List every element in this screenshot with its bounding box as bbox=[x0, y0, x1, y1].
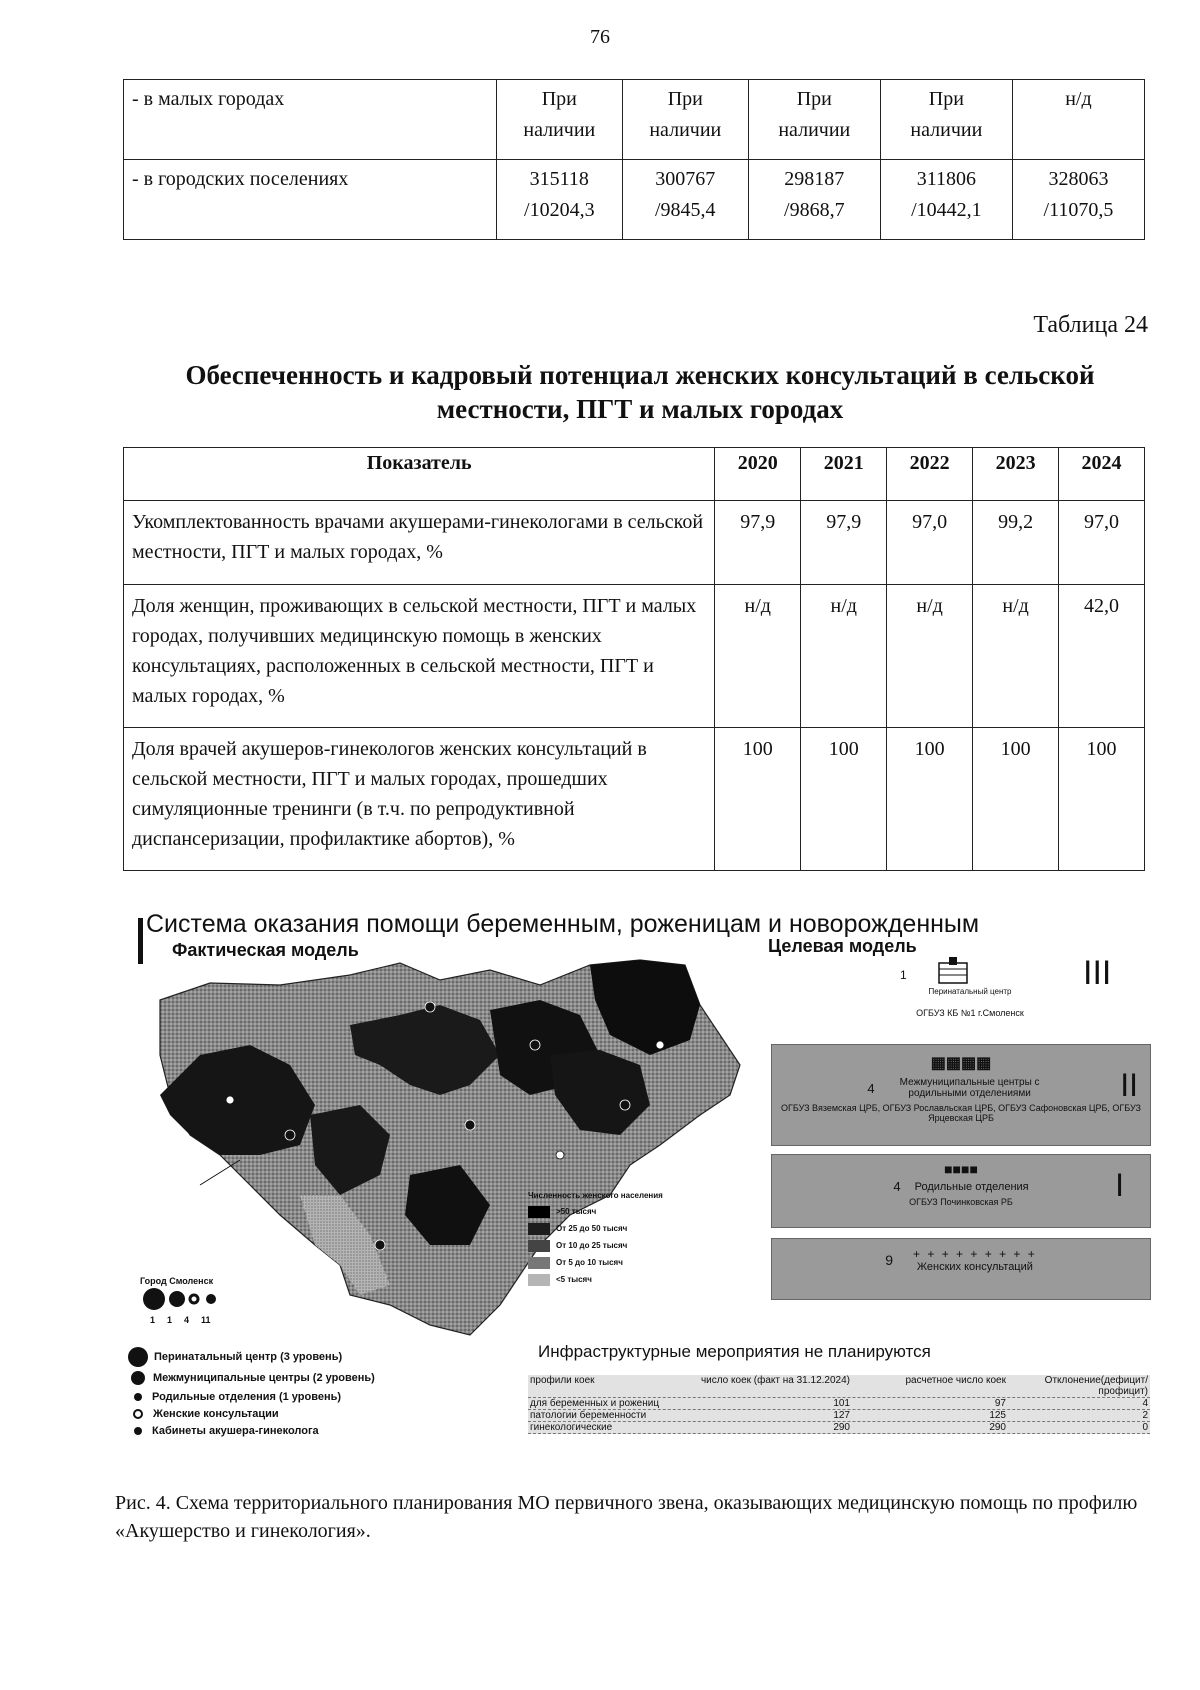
city-count: 1 bbox=[150, 1315, 156, 1325]
table-row bbox=[528, 1410, 1150, 1422]
cell: 97,0 bbox=[1059, 501, 1145, 585]
legend-swatch bbox=[528, 1257, 550, 1269]
legend-label: От 10 до 25 тысяч bbox=[556, 1241, 628, 1250]
column-header: Отклонение(дефицит/профицит) bbox=[1044, 1375, 1148, 1397]
level1-name: Родильные отделения bbox=[914, 1180, 1029, 1193]
table-title: Обеспеченность и кадровый потенциал женских консультаций в сельской местности, ПГТ и малых городах bbox=[185, 360, 1095, 424]
cell: 97 bbox=[994, 1398, 1006, 1409]
table-row bbox=[124, 80, 1145, 160]
cell: 97,9 bbox=[715, 501, 801, 585]
column-header: 2024 bbox=[1059, 448, 1145, 501]
cell: 328063 /11070,5 bbox=[1012, 160, 1144, 240]
wc-count: 9 bbox=[885, 1252, 894, 1268]
table-row bbox=[124, 501, 1145, 585]
map-marker bbox=[530, 1040, 540, 1050]
level3-count: 1 bbox=[900, 968, 907, 982]
column-header: Показатель bbox=[124, 448, 715, 501]
legend-swatch bbox=[528, 1223, 550, 1235]
perinatal-center-icon bbox=[128, 1347, 148, 1367]
table-row bbox=[528, 1398, 1150, 1410]
legend-item bbox=[528, 1254, 663, 1271]
legend-item bbox=[528, 1203, 663, 1220]
map-marker bbox=[465, 1120, 475, 1130]
map-marker bbox=[285, 1130, 295, 1140]
maternity-ward-icon bbox=[134, 1393, 142, 1401]
city-circle bbox=[169, 1291, 185, 1307]
cell: 2 bbox=[1142, 1410, 1148, 1421]
legend-label: Женские консультации bbox=[153, 1407, 279, 1420]
city-count: 11 bbox=[201, 1315, 211, 1325]
cell: н/д bbox=[1012, 80, 1144, 160]
column-header: число коек (факт на 31.12.2024) bbox=[700, 1375, 850, 1386]
city-circle bbox=[143, 1288, 165, 1310]
cell: 42,0 bbox=[1059, 585, 1145, 728]
cell: 311806 /10442,1 bbox=[880, 160, 1012, 240]
level3-name: Перинатальный центр bbox=[928, 987, 1012, 996]
cell: 97,9 bbox=[801, 501, 887, 585]
legend-item bbox=[128, 1405, 375, 1422]
wc-name: Женских консультаций bbox=[916, 1261, 1033, 1273]
legend-item bbox=[128, 1346, 375, 1368]
population-legend bbox=[528, 1191, 663, 1288]
legend-label: <5 тысяч bbox=[556, 1275, 592, 1284]
map-marker bbox=[375, 1240, 385, 1250]
column-header: 2022 bbox=[887, 448, 973, 501]
cell: гинекологические bbox=[530, 1422, 613, 1433]
cell: При наличии bbox=[622, 80, 748, 160]
target-model-label: Целевая модель bbox=[768, 936, 917, 956]
level2-roman: II bbox=[1120, 1067, 1138, 1103]
city-circle bbox=[206, 1294, 216, 1304]
cell: 100 bbox=[1059, 728, 1145, 871]
row-label: Доля врачей акушеров-гинекологов женских консультаций в сельской местности, ПГТ и малых городах, прошедших симуляционные тренинги (в т.ч. по репродуктивной диспансеризации, профилактике абортов), % bbox=[124, 728, 715, 871]
level1-count: 4 bbox=[893, 1179, 901, 1194]
interregional-center-icon bbox=[131, 1371, 145, 1385]
map-marker bbox=[226, 1096, 234, 1104]
cell: При наличии bbox=[880, 80, 1012, 160]
cell: 315118 /10204,3 bbox=[496, 160, 622, 240]
column-header: 2020 bbox=[715, 448, 801, 501]
legend-label: От 25 до 50 тысяч bbox=[556, 1224, 628, 1233]
wards-icon: ■■■■ bbox=[944, 1161, 978, 1177]
row-label: Укомплектованность врачами акушерами-гинекологами в сельской местности, ПГТ и малых городах, % bbox=[124, 501, 715, 585]
page-number: 76 bbox=[590, 26, 610, 48]
row-label: Доля женщин, проживающих в сельской местности, ПГТ и малых городах, получивших медицинскую помощь в женских консультациях, расположенных в сельской местности, ПГТ и малых городах, % bbox=[124, 585, 715, 728]
top-table bbox=[123, 79, 1145, 240]
legend-item bbox=[128, 1388, 375, 1405]
legend-label: Перинатальный центр (3 уровень) bbox=[154, 1351, 343, 1363]
population-legend-title: Численность женского населения bbox=[528, 1191, 663, 1200]
row-label: - в городских поселениях bbox=[124, 160, 497, 240]
legend-item bbox=[528, 1220, 663, 1237]
cell: 100 bbox=[973, 728, 1059, 871]
womens-clinics-box bbox=[771, 1238, 1151, 1300]
legend-item bbox=[128, 1368, 375, 1388]
gynecologist-office-icon bbox=[134, 1427, 142, 1435]
facility-legend bbox=[128, 1346, 375, 1439]
level1-org: ОГБУЗ Починковская РБ bbox=[909, 1197, 1013, 1207]
legend-label: >50 тысяч bbox=[556, 1207, 597, 1216]
figure-heading: Система оказания помощи беременным, роженицам и новорожденным bbox=[146, 910, 980, 938]
cell: 4 bbox=[1142, 1398, 1148, 1409]
table-row bbox=[124, 160, 1145, 240]
column-header: 2021 bbox=[801, 448, 887, 501]
city-count: 4 bbox=[184, 1315, 190, 1325]
cell: для беременных и рожениц bbox=[530, 1398, 660, 1409]
cell: 298187 /9868,7 bbox=[748, 160, 880, 240]
cell: 290 bbox=[989, 1422, 1006, 1433]
cell: При наличии bbox=[748, 80, 880, 160]
cell: 300767 /9845,4 bbox=[622, 160, 748, 240]
row-label: - в малых городах bbox=[124, 80, 497, 160]
buildings-icon: ▦▦▦▦ bbox=[930, 1055, 992, 1072]
level3-roman: III bbox=[1083, 954, 1112, 992]
city-label: Город Смоленск bbox=[140, 1276, 214, 1286]
table-header-row bbox=[124, 448, 1145, 501]
legend-item bbox=[128, 1422, 375, 1439]
cell: 99,2 bbox=[973, 501, 1059, 585]
column-header: расчетное число коек bbox=[905, 1375, 1006, 1386]
hospital-building-icon bbox=[935, 955, 971, 985]
cell: 101 bbox=[833, 1398, 850, 1409]
level2-orgs: ОГБУЗ Вяземская ЦРБ, ОГБУЗ Рославльская ЦРБ, ОГБУЗ Сафоновская ЦРБ, ОГБУЗ Ярцевская ЦРБ bbox=[781, 1103, 1141, 1123]
table-row bbox=[124, 585, 1145, 728]
city-pointer-line bbox=[200, 1160, 240, 1185]
cell: н/д bbox=[715, 585, 801, 728]
cell: 100 bbox=[887, 728, 973, 871]
column-header: 2023 bbox=[973, 448, 1059, 501]
table-caption: Таблица 24 bbox=[1033, 312, 1148, 338]
cell: 125 bbox=[989, 1410, 1006, 1421]
legend-swatch bbox=[528, 1274, 550, 1286]
actual-model-label: Фактическая модель bbox=[172, 940, 359, 960]
level1-roman: I bbox=[1115, 1167, 1124, 1203]
legend-label: От 5 до 10 тысяч bbox=[556, 1258, 623, 1267]
table-row bbox=[528, 1422, 1150, 1434]
cell: 97,0 bbox=[887, 501, 973, 585]
city-circles bbox=[140, 1287, 230, 1313]
infra-title: Инфраструктурные мероприятия не планируются bbox=[538, 1342, 931, 1361]
cell: 100 bbox=[801, 728, 887, 871]
womens-clinic-icon bbox=[133, 1409, 143, 1419]
legend-swatch bbox=[528, 1240, 550, 1252]
legend-label: Кабинеты акушера-гинеколога bbox=[152, 1424, 319, 1437]
cell: н/д bbox=[973, 585, 1059, 728]
figure-caption: Рис. 4. Схема территориального планирования МО первичного звена, оказывающих медицинскую помощь по профилю «Акушерство и гинекология». bbox=[115, 1492, 1138, 1542]
level2-count: 4 bbox=[867, 1080, 875, 1096]
table-header-row bbox=[528, 1375, 1150, 1398]
beds-table bbox=[528, 1375, 1150, 1434]
legend-label: Межмуниципальные центры (2 уровень) bbox=[153, 1372, 375, 1384]
column-header: профили коек bbox=[530, 1375, 595, 1386]
city-counts bbox=[150, 1315, 211, 1325]
legend-label: Родильные отделения (1 уровень) bbox=[152, 1390, 342, 1403]
cell: 100 bbox=[715, 728, 801, 871]
cell: н/д bbox=[887, 585, 973, 728]
city-count: 1 bbox=[167, 1315, 173, 1325]
map-marker bbox=[425, 1002, 435, 1012]
map-marker bbox=[656, 1041, 664, 1049]
cell: 0 bbox=[1142, 1422, 1148, 1433]
level2-box bbox=[771, 1044, 1151, 1146]
cell: 290 bbox=[833, 1422, 850, 1433]
legend-item bbox=[528, 1237, 663, 1254]
city-circle bbox=[190, 1295, 198, 1303]
map-marker bbox=[620, 1100, 630, 1110]
table-row bbox=[124, 728, 1145, 871]
plus-icons: + + + + + + + + + bbox=[913, 1247, 1037, 1261]
cell: 127 bbox=[833, 1410, 850, 1421]
cell: патологии беременности bbox=[530, 1410, 647, 1421]
table-24 bbox=[123, 447, 1145, 871]
level2-name: Межмуниципальные центры с родильными отделениями bbox=[899, 1077, 1040, 1099]
legend-item bbox=[528, 1271, 663, 1288]
region-map bbox=[140, 945, 760, 1365]
map-marker bbox=[556, 1151, 564, 1159]
level3-org: ОГБУЗ КБ №1 г.Смоленск bbox=[916, 1008, 1024, 1018]
cell: н/д bbox=[801, 585, 887, 728]
legend-swatch bbox=[528, 1206, 550, 1218]
level1-box bbox=[771, 1154, 1151, 1228]
cell: При наличии bbox=[496, 80, 622, 160]
